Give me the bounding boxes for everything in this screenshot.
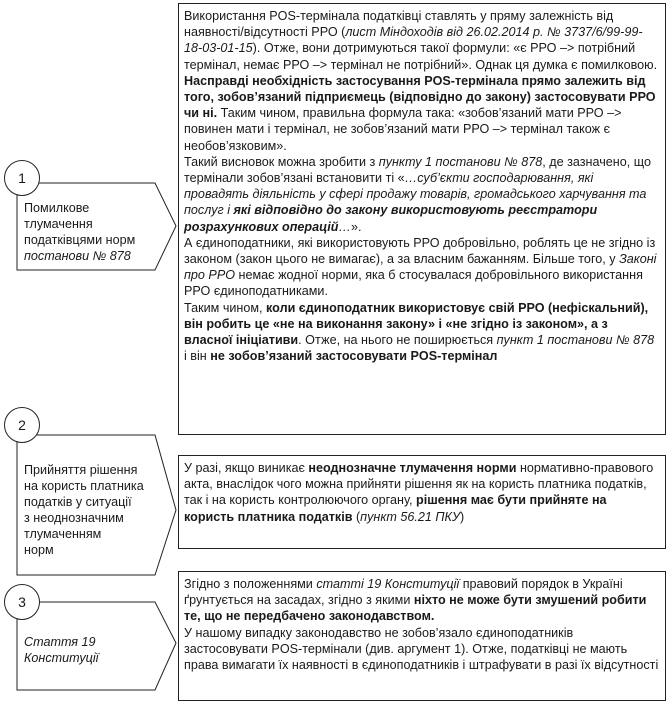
text-run: … (338, 219, 352, 234)
paragraph (184, 235, 659, 300)
text-run: статті 19 Конституції (316, 577, 460, 591)
text-run: нормативно-правового акта, внаслідок чого можна прийняти рішення як на користь платника податків, так і на користь контролюючого органу, (184, 461, 654, 508)
text-run: правовий порядок в Україні ґрунтується на засадах, згідно з якими (184, 577, 623, 608)
text-run: У нашому випадку законодавство не зобов’язало єдиноподатників застосовувати POS-термінали (див. аргумент 1). Отже, податківці не мають права вимагати їх наявності в єдиноподатників і штрафувати в разі їх відсутності (184, 625, 659, 673)
text-run: пункту 1 постанови № 878 (378, 154, 543, 169)
label-line: податків у ситуації (24, 495, 132, 509)
text-run: . Отже, на нього не поширюється (298, 333, 497, 348)
text-run: коли єдиноподатник використовує свій РРО (нефіскальний), він робить це «не на виконання закону» і «не згідно із законом», а з власної ініціативи (184, 300, 649, 348)
text-run: рішення має бути прийняте на користь платника податків (184, 493, 607, 524)
paragraph (184, 460, 659, 525)
paragraph (184, 300, 659, 365)
text-run: Згідно з положеннями (184, 577, 317, 591)
label-line: тлумаченням (24, 527, 102, 541)
label-line: постанови № 878 (24, 249, 131, 263)
section-text-box (178, 3, 666, 435)
text-run: А єдиноподатники, які використовують РРО добровільно, роблять це не згідно із законом (закон цього не вимагає), а за власним бажанням. Більше того, у (184, 235, 656, 267)
text-run: ( (352, 509, 361, 524)
text-run: …суб’єкти господарювання, які провадять діяльність у сфері продажу товарів, громадського харчування та послуг і (184, 171, 647, 218)
text-run: Таким чином, (184, 300, 267, 315)
text-run: не зобов’язаний застосовувати POS-термінал (210, 349, 498, 364)
section-label (24, 634, 154, 666)
text-run: пункт 56.21 ПКУ (360, 509, 461, 524)
label-line: Конституції (24, 651, 99, 665)
section-number-badge: 1 (4, 160, 40, 196)
section-text-box (178, 571, 666, 701)
label-line: Прийняття рішення (24, 463, 138, 477)
paragraph (184, 576, 659, 625)
text-run: У разі, якщо виникає (184, 461, 309, 475)
section-text-box (178, 455, 666, 549)
section-label (24, 462, 154, 558)
text-run: Законі про РРО (184, 252, 657, 283)
paragraph (184, 154, 659, 235)
paragraph (184, 8, 659, 73)
text-run: ». (351, 219, 362, 234)
label-line: норм (24, 543, 54, 557)
section-number-badge: 3 (4, 584, 40, 620)
text-run: Такий висновок можна зробити з (184, 154, 379, 169)
label-line: Помилкове (24, 201, 90, 215)
text-run: ). Отже, вони дотримуються такої формули: «є РРО –> потрібний термінал, немає РРО –> термінал не потрібний». Однак ця думка є помилковою. (184, 41, 658, 72)
paragraph (184, 625, 659, 674)
text-run: , де зазначено, що термінали зобов’язані встановити ті « (184, 154, 651, 186)
text-run: лист Міндоходів від 26.02.2014 р. № 3737/6/99-99-18-03-01-15 (184, 25, 643, 56)
paragraph (184, 73, 659, 154)
label-line: на користь платника (24, 479, 144, 493)
label-line: податківцями норм (24, 233, 136, 247)
text-run: які відповідно до закону використовують реєстратори розрахункових операцій (184, 203, 598, 234)
label-line: з неоднозначним (24, 511, 124, 525)
text-run: Використання POS-термінала податківці ставлять у пряму залежність від наявності/відсутності РРО ( (184, 9, 614, 40)
text-run: немає жодної норми, яка б стосувалася добровільного використання РРО єдиноподатниками. (184, 268, 643, 299)
text-run: ніхто не може бути змушений робити те, що не передбачено законодавством. (184, 593, 647, 624)
text-run: ) (460, 509, 465, 524)
text-run: Таким чином, правильна формула така: «зобов’язаний мати РРО –> повинен мати і термінал, не зобов’язаний мати РРО –> термінал також є необов’язковим». (184, 106, 622, 153)
label-line: тлумачення (24, 217, 93, 231)
text-run: неоднозначне тлумачення норми (308, 461, 517, 475)
section-number-badge: 2 (4, 407, 40, 443)
text-run: пункт 1 постанови № 878 (496, 333, 655, 348)
text-run: Насправді необхідність застосування POS-термінала прямо залежить від того, зобов’язаний підприємець (відповідно до закону) застосовувати РРО чи ні. (184, 73, 656, 121)
section-label (24, 200, 154, 264)
label-line: Стаття 19 (24, 635, 96, 649)
text-run: і він (184, 349, 211, 364)
